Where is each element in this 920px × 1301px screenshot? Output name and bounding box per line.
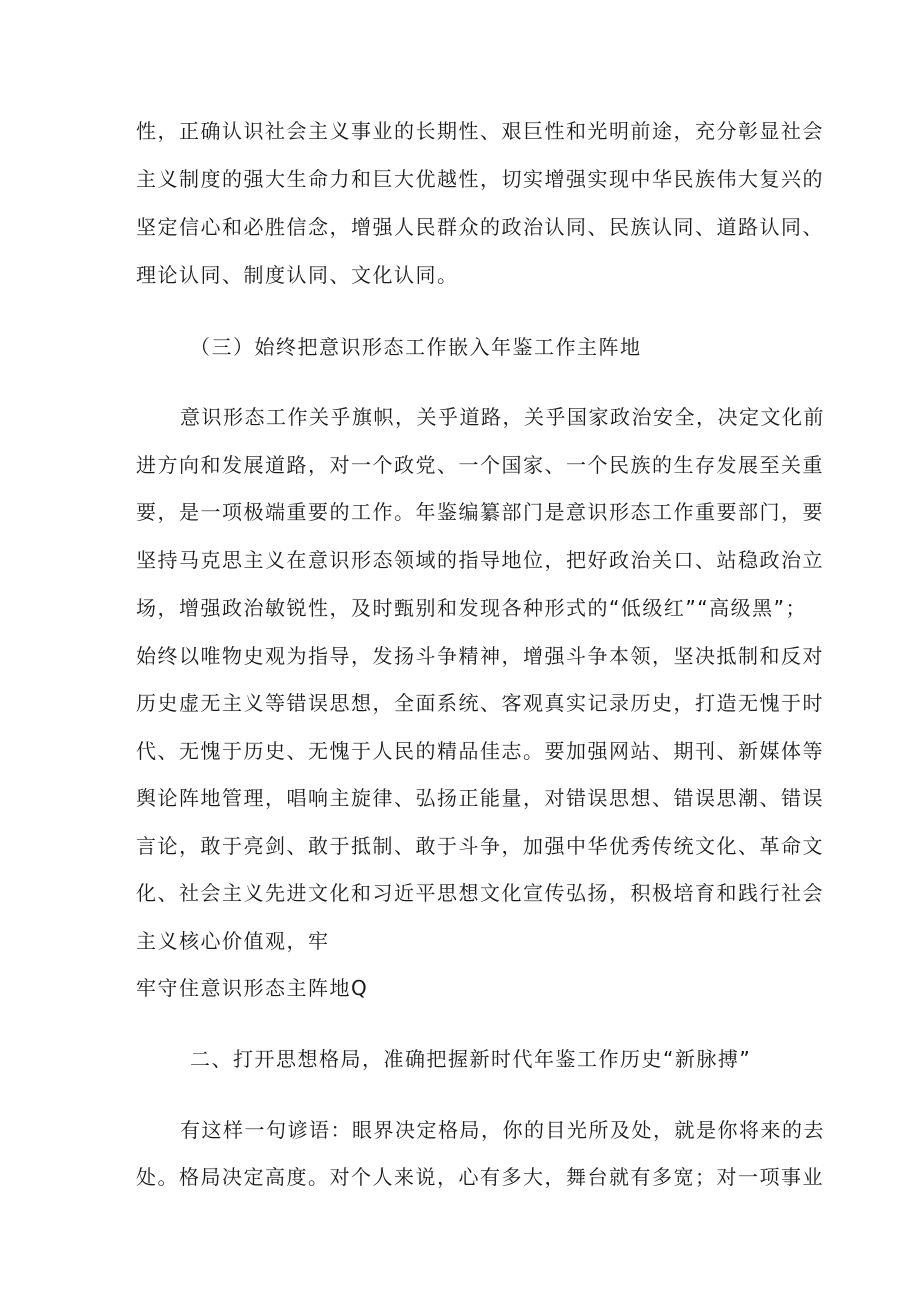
paragraph-3-line-2: 处。格局决定高度。对个人来说，心有多大，舞台就有多宽；对一项事业 [136, 1165, 824, 1189]
section-heading-2: 二、打开思想格局，准确把握新时代年鉴工作历史“新脉搏” [190, 1047, 752, 1071]
paragraph-1-line-3: 坚定信心和必胜信念，增强人民群众的政治认同、民族认同、道路认同、 [136, 215, 824, 239]
paragraph-2-line-3: 要，是一项极端重要的工作。年鉴编纂部门是意识形态工作重要部门，要 [136, 500, 824, 524]
paragraph-2-line-11: 化、社会主义先进文化和习近平思想文化宣传弘扬，积极培育和践行社会 [136, 881, 824, 905]
paragraph-2-line-4: 坚持马克思主义在意识形态领域的指导地位，把好政治关口、站稳政治立 [136, 548, 824, 572]
paragraph-2-line-1: 意识形态工作关乎旗帜，关乎道路，关乎国家政治安全，决定文化前 [180, 405, 825, 429]
paragraph-1-line-1: 性，正确认识社会主义事业的长期性、艰巨性和光明前途，充分彰显社会 [136, 119, 824, 143]
paragraph-2-line-12: 主义核心价值观，牢 [136, 929, 330, 953]
paragraph-2-line-8: 代、无愧于历史、无愧于人民的精品佳志。要加强网站、期刊、新媒体等 [136, 739, 824, 763]
paragraph-2-line-6: 始终以唯物史观为指导，发扬斗争精神，增强斗争本领，坚决抵制和反对 [136, 644, 824, 668]
paragraph-2-line-2: 进方向和发展道路，对一个政党、一个国家、一个民族的生存发展至关重 [136, 453, 824, 477]
paragraph-2-line-9: 舆论阵地管理，唱响主旋律、弘扬正能量，对错误思想、错误思潮、错误 [136, 786, 824, 810]
paragraph-2-line-7: 历史虚无主义等错误思想，全面系统、客观真实记录历史，打造无愧于时 [136, 691, 824, 715]
paragraph-2-line-10: 言论，敢于亮剑、敢于抵制、敢于斗争，加强中华优秀传统文化、革命文 [136, 834, 824, 858]
paragraph-2-line-13: 牢守住意识形态主阵地Q [136, 976, 369, 1000]
section-heading-3: （三）始终把意识形态工作嵌入年鉴工作主阵地 [190, 335, 642, 359]
paragraph-3-line-1: 有这样一句谚语：眼界决定格局，你的目光所及处，就是你将来的去 [180, 1118, 825, 1142]
paragraph-1-line-2: 主义制度的强大生命力和巨大优越性，切实增强实现中华民族伟大复兴的 [136, 167, 824, 191]
paragraph-2-line-5: 场，增强政治敏锐性，及时甄别和发现各种形式的“低级红”“高级黑”； [136, 596, 807, 620]
paragraph-1-line-4: 理论认同、制度认同、文化认同。 [136, 263, 459, 287]
